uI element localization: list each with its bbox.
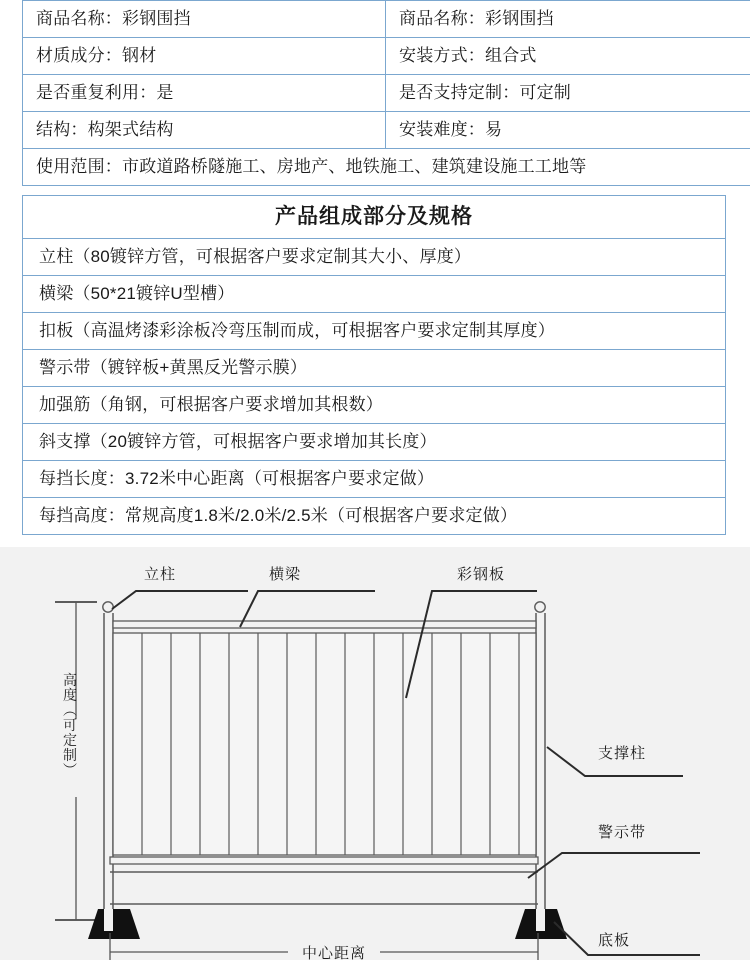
- spec-cell-structure: 结构：构架式结构: [23, 112, 386, 149]
- spec-cell-reusable: 是否重复利用：是: [23, 75, 386, 112]
- table-separator: [0, 186, 750, 195]
- parts-row-section-height: 每挡高度：常规高度1.8米/2.0米/2.5米（可根据客户要求定做）: [23, 498, 726, 535]
- diagram-svg: [0, 547, 750, 960]
- table-row: [23, 461, 726, 498]
- spec-cell-material: 材质成分：钢材: [23, 38, 386, 75]
- warning-band: [110, 857, 538, 904]
- table-row: [23, 112, 750, 149]
- parts-row-section-length: 每挡长度：3.72米中心距离（可根据客户要求定做）: [23, 461, 726, 498]
- height-label: 高度（可定制）: [62, 672, 78, 778]
- spec-cell-product-name-right: 商品名称：彩钢围挡: [386, 1, 750, 38]
- parts-spec-body: [23, 196, 726, 535]
- table-row: [23, 350, 726, 387]
- table-row: [23, 1, 750, 38]
- basic-spec-table: [22, 0, 750, 186]
- fence-technical-diagram: [0, 547, 750, 960]
- spec-cell-install-method: 安装方式：组合式: [386, 38, 750, 75]
- table-row: [23, 313, 726, 350]
- color-steel-panel: [113, 633, 536, 855]
- parts-row-post: 立柱（80镀锌方管，可根据客户要求定制其大小、厚度）: [23, 239, 726, 276]
- label-support-column: 支撑柱: [598, 745, 647, 762]
- spec-cell-usage-scope: 使用范围：市政道路桥隧施工、房地产、地铁施工、建筑建设施工工地等: [23, 149, 750, 186]
- base-plate-right: [515, 909, 567, 939]
- basic-spec-body: [23, 1, 750, 186]
- spec-cell-product-name-left: 商品名称：彩钢围挡: [23, 1, 386, 38]
- table-row: [23, 149, 750, 186]
- label-color-steel-plate: 彩钢板: [457, 566, 506, 583]
- parts-table-title: 产品组成部分及规格: [23, 196, 726, 239]
- label-warning-band: 警示带: [598, 824, 647, 841]
- base-plate-left: [88, 909, 140, 939]
- label-center-distance: 中心距离: [301, 945, 367, 960]
- table-row: [23, 38, 750, 75]
- label-beam: 横梁: [269, 566, 302, 583]
- parts-row-diagonal-brace: 斜支撑（20镀锌方管，可根据客户要求增加其长度）: [23, 424, 726, 461]
- leader-warning-band: [528, 853, 700, 878]
- top-beam: [113, 621, 536, 628]
- spec-cell-install-difficulty: 安装难度：易: [386, 112, 750, 149]
- parts-row-warning-band: 警示带（镀锌板+黄黑反光警示膜）: [23, 350, 726, 387]
- label-base-plate: 底板: [598, 932, 631, 949]
- fence-structure: [88, 602, 567, 939]
- leader-post: [112, 591, 248, 609]
- parts-spec-table: [22, 195, 726, 535]
- table-row: [23, 498, 726, 535]
- table-row: [23, 387, 726, 424]
- table-row: [23, 75, 750, 112]
- label-post: 立柱: [144, 566, 177, 583]
- table-row: [23, 276, 726, 313]
- parts-row-buckle-plate: 扣板（高温烤漆彩涂板冷弯压制而成，可根据客户要求定制其厚度）: [23, 313, 726, 350]
- table-header-row: [23, 196, 726, 239]
- table-row: [23, 424, 726, 461]
- table-row: [23, 239, 726, 276]
- parts-row-beam: 横梁（50*21镀锌U型槽）: [23, 276, 726, 313]
- spec-cell-customizable: 是否支持定制：可定制: [386, 75, 750, 112]
- parts-row-reinforcement: 加强筋（角钢，可根据客户要求增加其根数）: [23, 387, 726, 424]
